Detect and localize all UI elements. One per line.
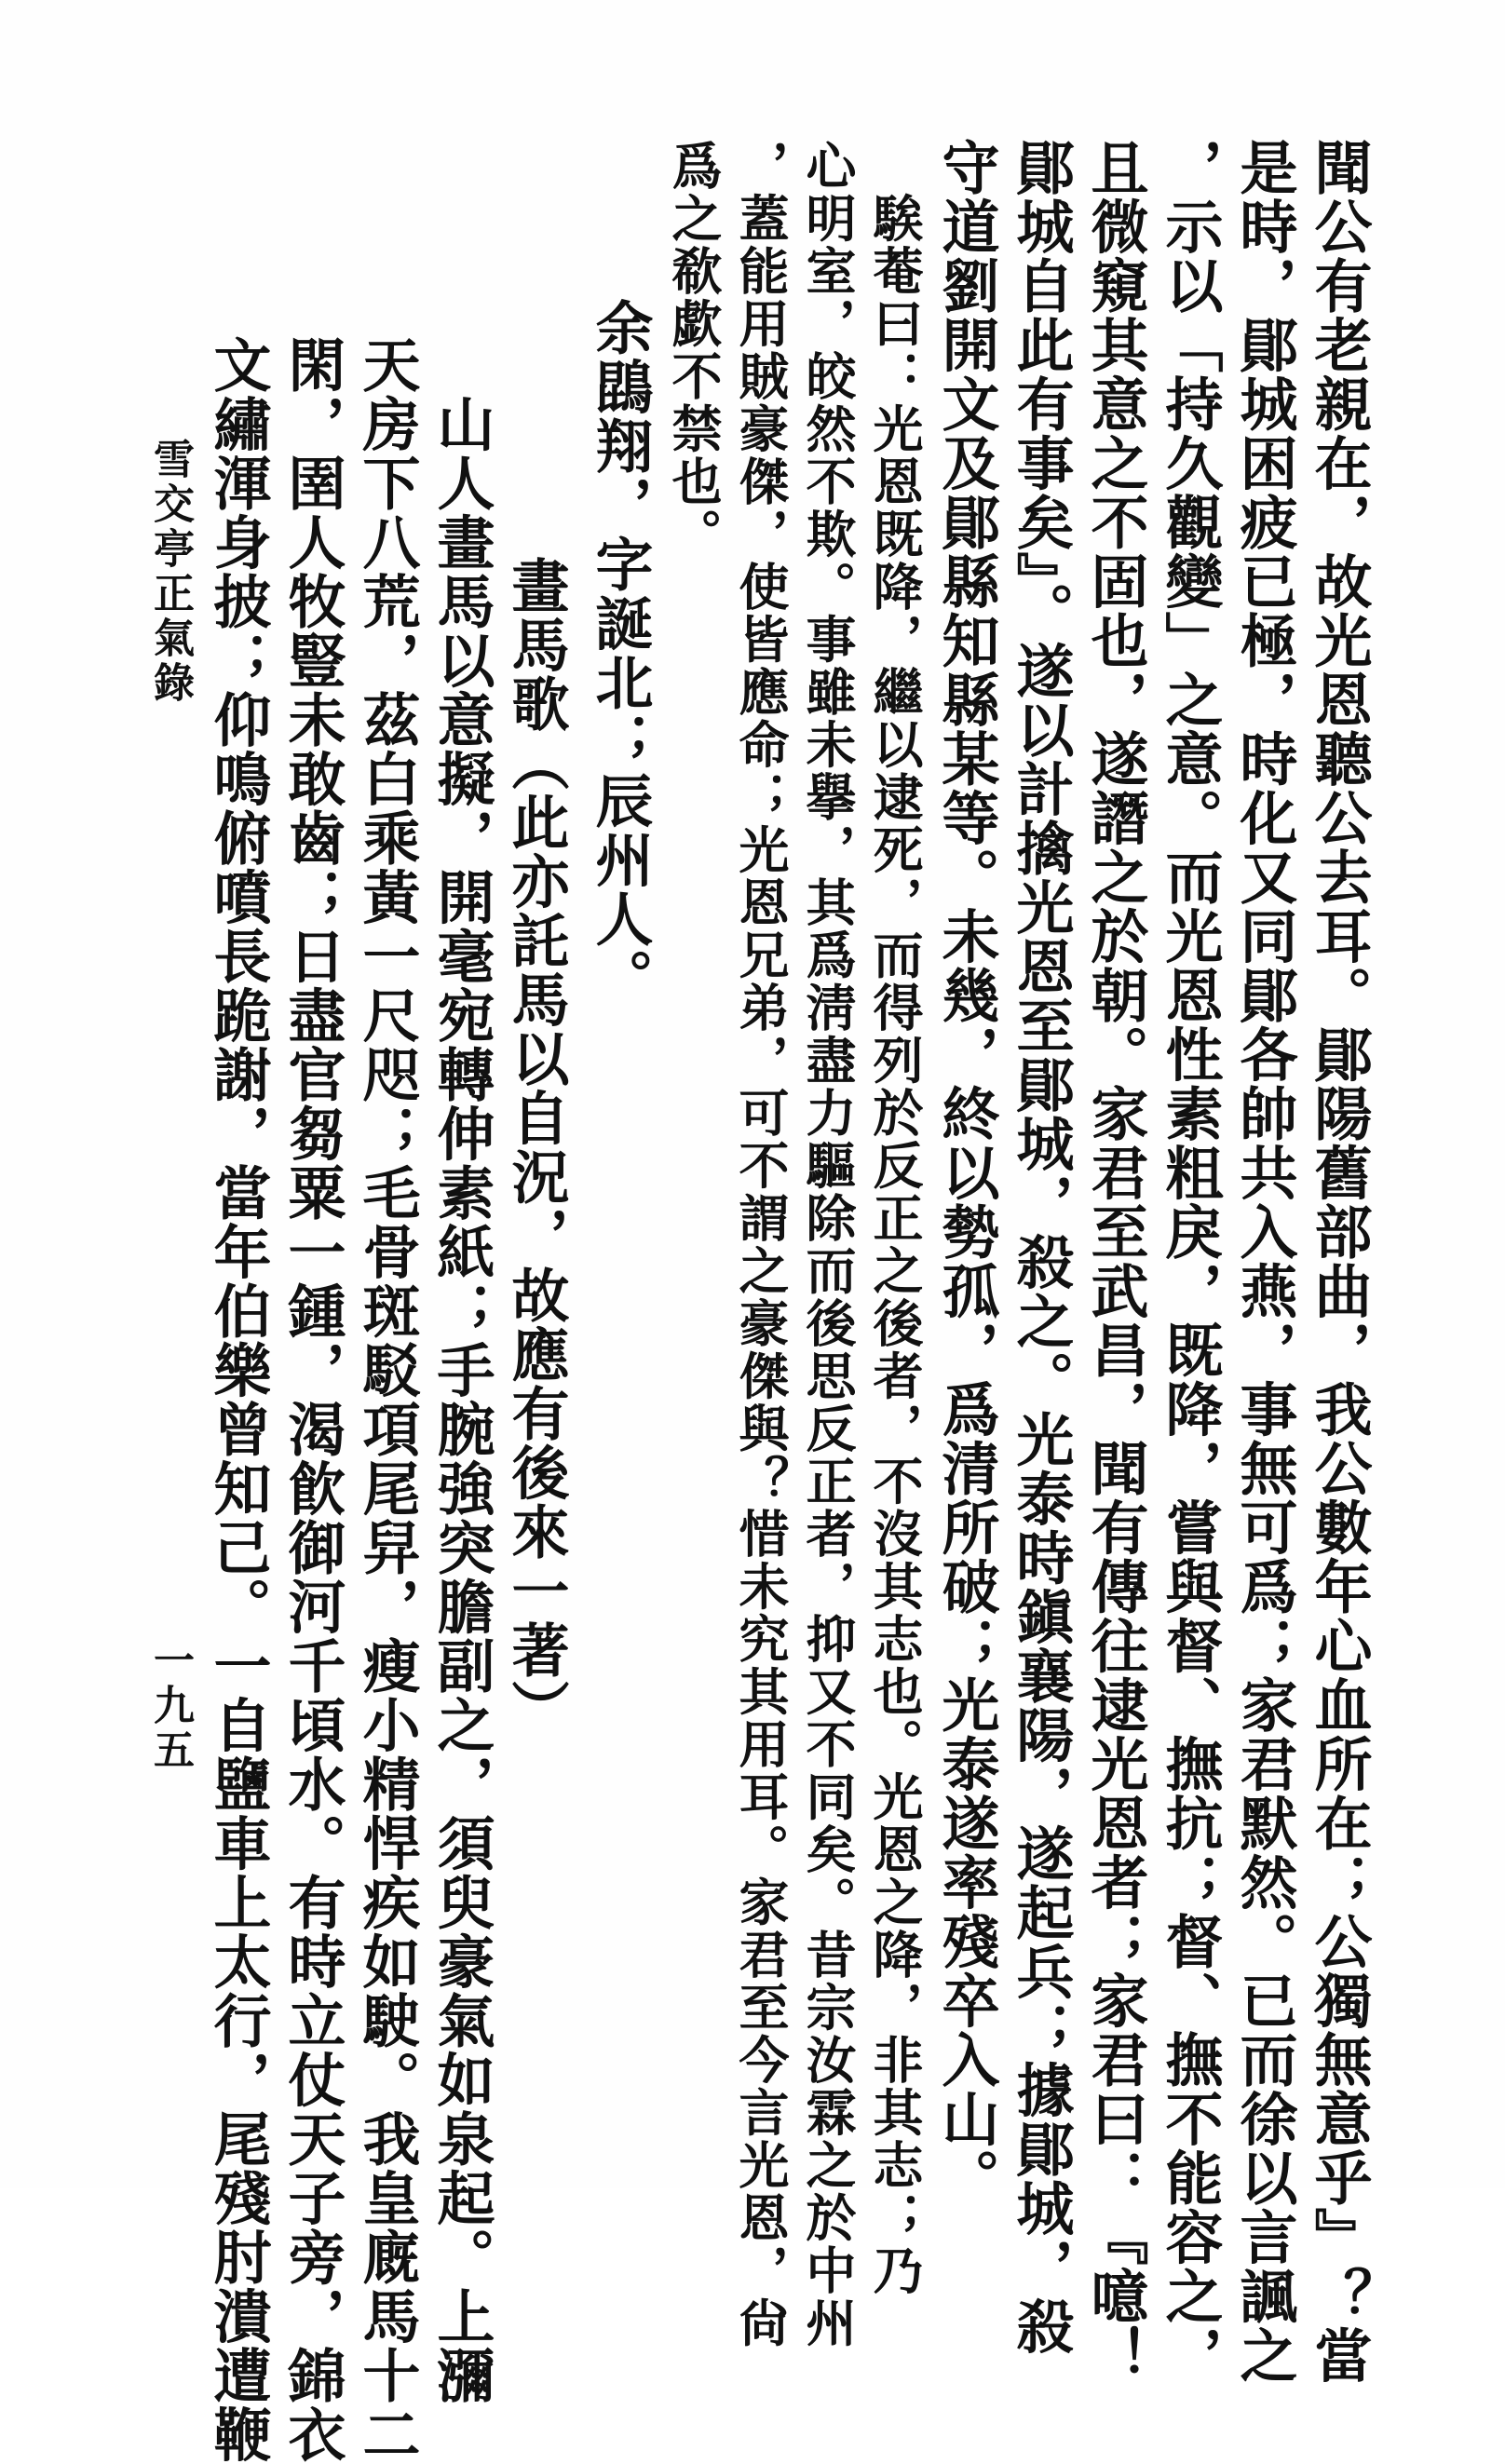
book-title: 雪交亭正氣錄 [146,438,194,706]
poem-column-4: 文繡渾身披；仰鳴俯噴長跪謝，當年伯樂曾知己。一自鹽車上太行，尾殘肘潰遭鞭 [204,335,272,2464]
text-column-5: 鄖城自此有事矣』。遂以計擒光恩至鄖城，殺之。光泰時鎭襄陽，遂起兵；據鄖城，殺 [1007,138,1075,2356]
page-number: 一九五 [146,1639,194,1773]
text-column-4: 且微窺其意之不固也，遂譖之於朝。家君至武昌，聞有傳往逮光恩者；家君曰：『噫！ [1081,138,1149,2385]
text-column-3: ，示以「持久觀變」之意。而光恩性素粗戾，既降，嘗與督、撫抗；督、撫不能容之， [1156,138,1224,2385]
text-column-1: 聞公有老親在，故光恩聽公去耳。鄖陽舊部曲，我公數年心血所在；公獨無意乎』？當 [1305,138,1373,2385]
biography-heading: 余鵾翔，字誕北；辰州人。 [586,298,654,1008]
commentary-column-3: ，蓋能用賊豪傑，使皆應命；光恩兄弟，可不謂之豪傑與？惜未究其用耳。家君至今言光恩，尙 [731,140,791,2349]
poem-column-1: 山人畫馬以意擬，開毫宛轉伸素紙；手腕強突膽副之，須臾豪氣如泉起。上瀰 [427,335,495,2405]
text-column-2: 是時，鄖城困疲已極，時化又同鄖各帥共入燕，事無可爲；家君默然。已而徐以言諷之 [1230,138,1298,2385]
commentary-column-4: 爲之欷歔不禁也。 [664,140,724,561]
commentary-column-2: 心明室，皎然不欺。事雖未擧，其爲淸盡力驅除而後思反正者，抑又不同矣。昔宗汝霖之於中州 [798,140,858,2349]
poem-title: 畫馬歌（此亦託馬以自況，故應有後來一著） [502,438,570,1739]
commentary-column-1: 騃菴曰：光恩既降，繼以逮死，而得列於反正之後者，不沒其志也。光恩之降，非其志；乃 [865,140,925,2297]
poem-column-3: 閑，圉人牧豎未敢齒；日盡官芻粟一鍾，渴飮御河千頃水。有時立仗天子旁，錦衣 [278,335,346,2464]
text-column-6: 守道劉開文及鄖縣知縣某等。未幾，終以勢孤，爲清所破；光泰遂率殘卒入山。 [932,138,1000,2208]
poem-column-2: 天房下八荒，茲白乘黃一尺咫；毛骨斑駁項尾舁，瘦小精悍疾如駛。我皇廐馬十二 [353,335,421,2464]
